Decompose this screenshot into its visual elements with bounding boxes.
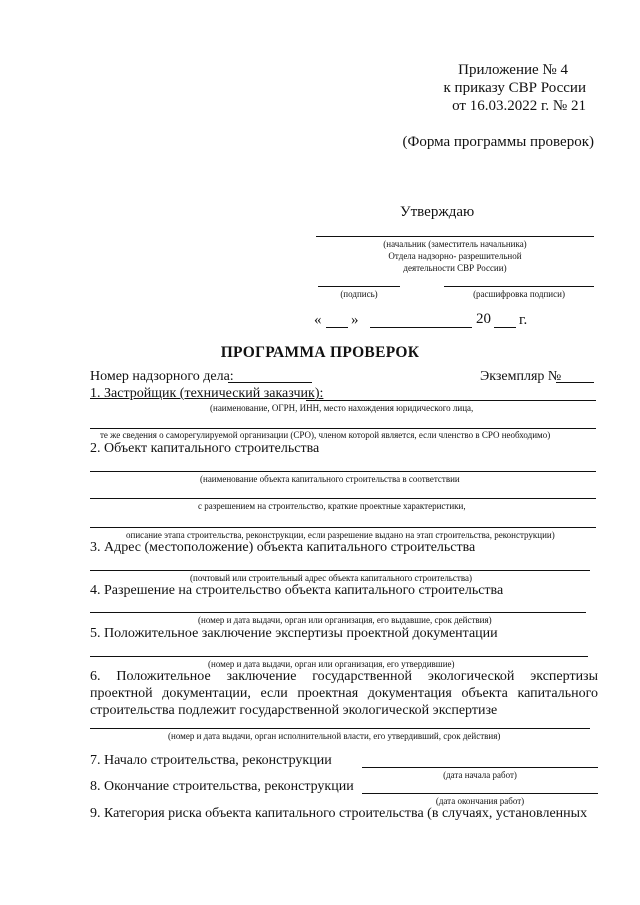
expertise-label: 5. Положительное заключение экспертизы проектной документации [90, 626, 498, 641]
approve-label: Утверждаю [400, 204, 475, 220]
object-line-1 [90, 471, 596, 472]
copy-label: Экземпляр № [480, 369, 562, 384]
case-number-label: Номер надзорного дела: [90, 369, 234, 384]
object-line-2 [90, 498, 596, 499]
year-line [494, 327, 516, 328]
object-caption-1: (наименование объекта капитального строительства в соответствии [200, 474, 460, 484]
object-label: 2. Объект капитального строительства [90, 441, 320, 456]
object-caption-2: с разрешением на строительство, краткие проектные характеристики, [198, 501, 466, 511]
position-caption-2: Отдела надзорно- разрешительной [388, 251, 522, 261]
start-label: 7. Начало строительства, реконструкции [90, 753, 332, 768]
month-line [370, 327, 472, 328]
form-name: (Форма программы проверок) [402, 134, 594, 150]
date-quote-open: « [314, 312, 322, 328]
start-date-caption: (дата начала работ) [443, 770, 517, 780]
end-date-caption: (дата окончания работ) [435, 796, 525, 806]
address-line [90, 570, 590, 571]
signature-line [318, 286, 400, 287]
object-caption-3: описание этапа строительства, реконструкции, если разрешение выдано на этап строительства, реконструкции) [126, 530, 555, 540]
document-title: ПРОГРАММА ПРОВЕРОК [220, 344, 420, 361]
permit-label: 4. Разрешение на строительство объекта капитального строительства [90, 583, 504, 598]
start-date-line [362, 767, 598, 768]
developer-line-2 [90, 428, 596, 429]
position-caption-1: (начальник (заместитель начальника) [383, 239, 527, 249]
developer-caption-2: те же сведения о саморегулируемой организации (СРО), членом которой является, если членство в СРО необходимо) [100, 430, 551, 440]
copy-number-line [556, 382, 594, 383]
address-caption: (почтовый или строительный адрес объекта капитального строительства) [190, 573, 472, 583]
date-quote-close: » [351, 312, 359, 328]
object-line-3 [90, 527, 596, 528]
developer-caption-1: (наименование, ОГРН, ИНН, место нахождения юридического лица, [210, 403, 474, 413]
case-number-line [228, 382, 312, 383]
decoding-caption: (расшифровка подписи) [473, 289, 565, 299]
eco-expertise-caption: (номер и дата выдачи, орган исполнительной власти, его утвердивший, срок действия) [168, 731, 501, 741]
eco-expertise-label: 6. Положительное заключение государственной экологической экспертизы проектной документации, если проектная документация объекта капитального строительства подлежит государственной экологической экспертизе [90, 669, 598, 718]
address-label: 3. Адрес (местоположение) объекта капитального строительства [90, 540, 476, 555]
order-date: от 16.03.2022 г. № 21 [452, 98, 586, 114]
position-line [316, 236, 594, 237]
end-date-line [362, 793, 598, 794]
position-caption-3: деятельности СВР России) [403, 263, 507, 273]
developer-label: 1. Застройщик (технический заказчик): [90, 386, 324, 401]
appendix-number: Приложение № 4 [458, 62, 568, 78]
expertise-line [90, 656, 588, 657]
permit-line [90, 612, 586, 613]
eco-expertise-line [90, 728, 590, 729]
end-label: 8. Окончание строительства, реконструкции [90, 779, 354, 794]
signature-caption: (подпись) [340, 289, 378, 299]
permit-caption: (номер и дата выдачи, орган или организация, его выдавшие, срок действия) [198, 615, 492, 625]
year-prefix: 20 [476, 311, 491, 327]
decoding-line [444, 286, 594, 287]
order-reference: к приказу СВР России [443, 80, 586, 96]
risk-category-label: 9. Категория риска объекта капитального строительства (в случаях, установленных [90, 806, 588, 821]
year-suffix: г. [519, 312, 528, 328]
developer-line-1 [306, 400, 596, 401]
expertise-caption: (номер и дата выдачи, орган или организация, его утвердившие) [208, 659, 455, 669]
day-line [326, 327, 348, 328]
